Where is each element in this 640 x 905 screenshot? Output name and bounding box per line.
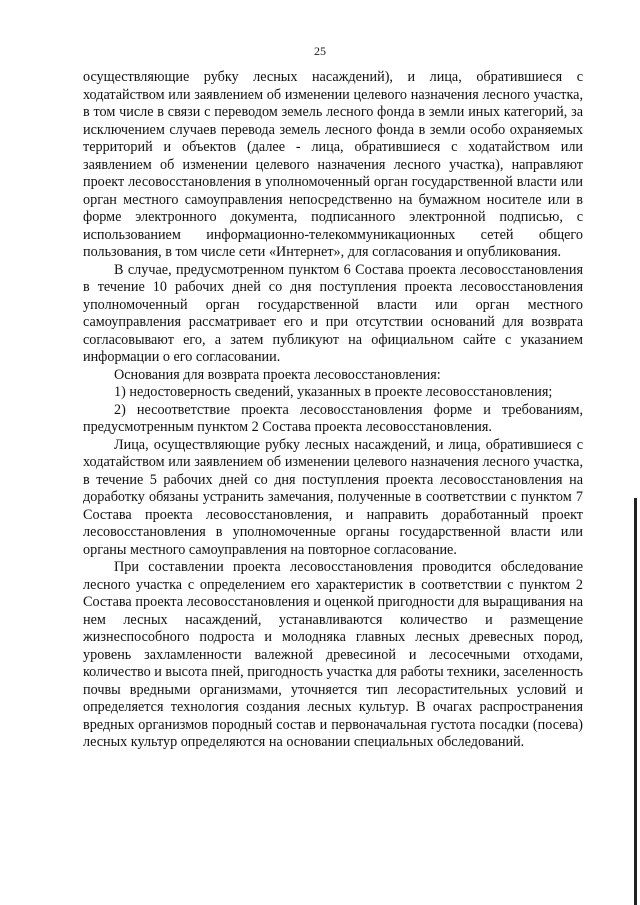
scan-edge-line bbox=[634, 498, 637, 905]
paragraph-approval-procedure: В случае, предусмотренном пунктом 6 Состава проекта лесовосстановления в течение 10 рабочих дней со дня поступления проекта лесовосстановления уполномоченный орган государственной власти или орган местного самоуправления рассматривает его и при отсутствии оснований для возврата согласовывают его, а затем публикуют на официальном сайте с указанием информации о его согласовании. bbox=[83, 261, 583, 365]
page-number: 25 bbox=[314, 44, 326, 58]
paragraph-return-grounds-heading: Основания для возврата проекта лесовосстановления: bbox=[114, 366, 441, 383]
paragraph-continuation: осуществляющие рубку лесных насаждений), и лица, обратившиеся с ходатайством или заявлением об изменении целевого назначения лесного участка, в том числе в связи с переводом земель лесного фонда в земли иных категорий, за исключением случаев перевода земель лесного фонда в земли особо охраняемых территорий и объектов (далее - лица, обратившиеся с ходатайством или заявлением об изменении целевого назначения лесного участка), направляют проект лесовосстановления в уполномоченный орган государственной власти или орган местного самоуправления непосредственно на бумажном носителе или в форме электронного документа, подписанного электронной подписью, с использованием информационно-телекоммуникационных сетей общего пользования, в том числе сети «Интернет», для согласования и опубликования. bbox=[83, 69, 583, 260]
list-item-unreliable-info: 1) недостоверность сведений, указанных в проекте лесовосстановления; bbox=[114, 384, 553, 400]
document-body bbox=[83, 69, 583, 752]
paragraph-revision-procedure: Лица, осуществляющие рубку лесных насаждений, и лица, обратившиеся с ходатайством или заявлением об изменении целевого назначения лесного участка, в течение 5 рабочих дней со дня поступления проекта лесовосстановления на доработку обязаны устранить замечания, полученные в соответствии с пунктом 7 Состава проекта лесовосстановления, и направить доработанный проект лесовосстановления в уполномоченные органы государственной власти или органы местного самоуправления на повторное согласование. bbox=[83, 436, 583, 558]
paragraph-site-survey: При составлении проекта лесовосстановления проводится обследование лесного участка с определением его характеристик в соответствии с пунктом 2 Состава проекта лесовосстановления и оценкой пригодности для выращивания на нем лесных насаждений, устанавливаются количество и размещение жизнеспособного подроста и молодняка главных лесных древесных пород, уровень захламленности валежной древесиной и лесосечными отходами, количество и высота пней, пригодность участка для работы техники, заселенность почвы вредными организмами, уточняется тип лесорастительных условий и определяется технология создания лесных культур. В очагах распространения вредных организмов породный состав и первоначальная густота посадки (посева) лесных культур определяются на основании специальных обследований. bbox=[83, 559, 583, 750]
list-item-form-mismatch: 2) несоответствие проекта лесовосстановления форме и требованиям, предусмотренным пунктом 2 Состава проекта лесовосстановления. bbox=[83, 401, 583, 435]
